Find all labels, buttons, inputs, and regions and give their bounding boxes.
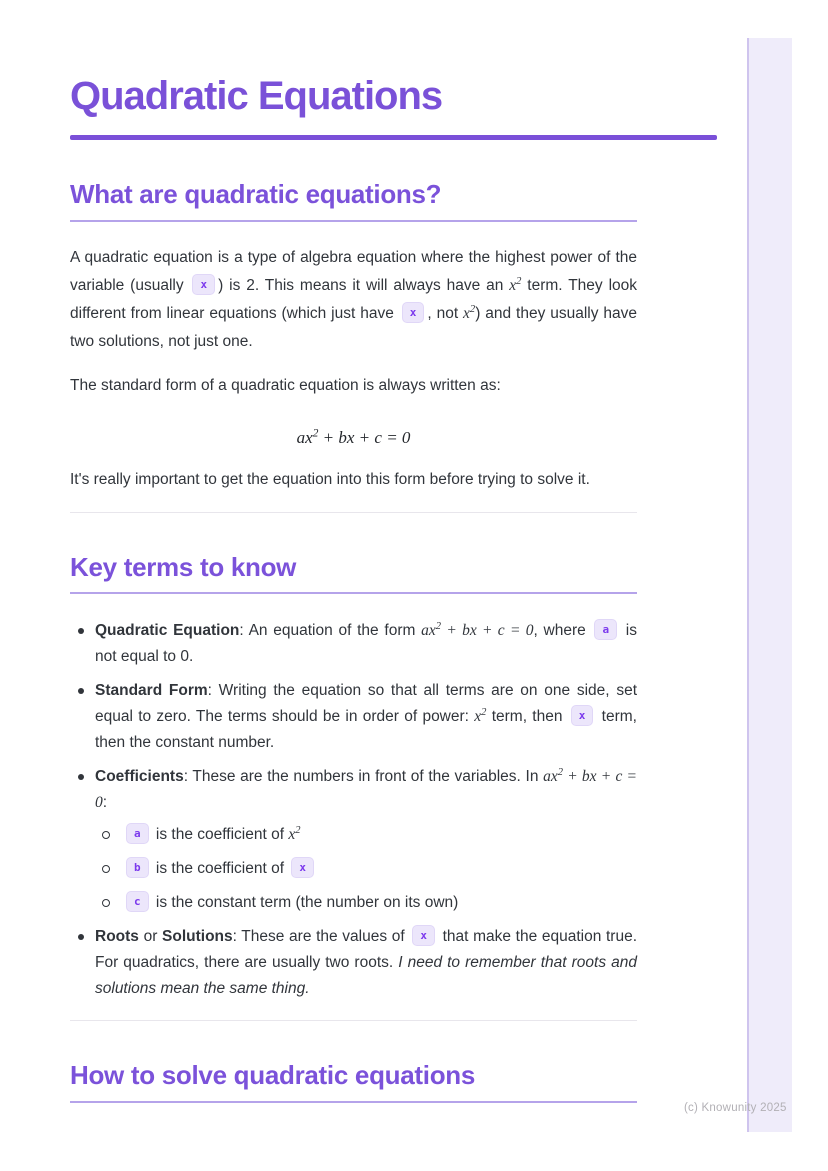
text-segment: It's really important to get the equation into this form before trying to solve it.: [70, 470, 590, 488]
sublist-item-text: [123, 894, 458, 911]
hollow-bullet-icon: [102, 865, 110, 873]
text-segment: term, then: [486, 708, 568, 725]
inline-code-badge: b: [126, 857, 149, 878]
text-segment: : These are the numbers in front of the variables. In: [183, 768, 544, 785]
text-segment: The standard form of a quadratic equation is always written as:: [70, 376, 501, 394]
text-segment: Standard Form: [95, 682, 208, 699]
text-segment: $ax^2$ + bx + c = 0: [95, 766, 638, 811]
text-segment: : These are the values of: [232, 928, 410, 945]
inline-code-badge: a: [126, 823, 149, 844]
text-segment: is not equal to 0.: [95, 622, 638, 665]
right-margin-strip: [747, 38, 792, 1132]
inline-code-badge: a: [594, 619, 617, 640]
bullet-icon: [78, 628, 84, 634]
document-content: [70, 73, 637, 1103]
bullet-icon: [78, 934, 84, 940]
text-segment: that make the equation true. For quadratics, there are usually two roots.: [95, 928, 638, 971]
list-item-text: [95, 768, 637, 811]
watermark: (c) Knowunity 2025: [684, 1102, 787, 1114]
inline-code-badge: x: [402, 302, 425, 323]
text-segment: term, then the constant number.: [95, 708, 637, 751]
text-segment: , not: [427, 304, 464, 322]
sublist-item-text: [123, 860, 317, 877]
section-heading-what-are: What are quadratic equations?: [70, 178, 637, 222]
text-segment: :: [102, 794, 108, 811]
inline-code-badge: x: [291, 857, 314, 878]
intro-paragraph-3: [70, 466, 637, 494]
text-segment: Solutions: [162, 928, 233, 945]
text-segment: or: [138, 928, 163, 945]
page-title: Quadratic Equations: [70, 74, 443, 118]
section-divider: [70, 512, 637, 513]
intro-paragraph-1: [70, 244, 637, 356]
sublist-item-text: [123, 826, 301, 843]
bullet-icon: [78, 774, 84, 780]
text-segment: $ax^2$ + bx + c = 0: [296, 425, 411, 447]
text-segment: $ax^2$ + bx + c = 0: [421, 620, 534, 639]
text-segment: is the coefficient of: [151, 826, 289, 843]
list-item-text: [95, 622, 637, 665]
list-item-quadratic-equation: [70, 618, 637, 670]
text-segment: ) is 2. This means it will always have an: [218, 276, 510, 294]
sublist-item-a: [95, 822, 637, 848]
section-heading-key-terms: Key terms to know: [70, 551, 637, 595]
section-how-to-solve: [70, 1059, 637, 1103]
text-segment: , where: [533, 622, 592, 639]
text-segment: Quadratic Equation: [95, 622, 240, 639]
list-item-text: [95, 928, 637, 997]
text-segment: Coefficients: [95, 768, 184, 785]
coefficients-sublist: [95, 822, 637, 916]
text-segment: : An equation of the form: [239, 622, 422, 639]
inline-code-badge: x: [192, 274, 215, 295]
list-item-roots: [70, 924, 637, 1002]
title-divider-rule: [70, 135, 717, 140]
section-key-terms: [70, 551, 637, 1003]
intro-paragraph-2: [70, 372, 637, 400]
text-segment: $x^2$: [463, 303, 476, 322]
hollow-bullet-icon: [102, 899, 110, 907]
list-item-coefficients: [70, 764, 637, 916]
text-segment: Roots: [95, 928, 139, 945]
list-item-text: [95, 682, 637, 751]
text-segment: A quadratic equation is a type of algebra equation where the highest power of the variable (usually: [70, 248, 637, 294]
text-segment: I need to remember that roots and solutions mean the same thing.: [95, 954, 637, 997]
text-segment: : Writing the equation so that all terms are on one side, set equal to zero. The terms should be in order of power:: [95, 682, 637, 725]
inline-code-badge: x: [412, 925, 435, 946]
hollow-bullet-icon: [102, 831, 110, 839]
list-item-standard-form: [70, 678, 637, 756]
section-heading-how-to-solve: How to solve quadratic equations: [70, 1059, 637, 1103]
text-segment: $x^2$: [288, 824, 301, 843]
standard-form-equation: [70, 425, 637, 448]
inline-code-badge: c: [126, 891, 149, 912]
key-terms-list: [70, 618, 637, 1002]
text-segment: is the constant term (the number on its own): [151, 894, 459, 911]
text-segment: is the coefficient of: [151, 860, 289, 877]
sublist-item-c: [95, 890, 637, 916]
text-segment: $x^2$: [509, 275, 522, 294]
inline-code-badge: x: [571, 705, 594, 726]
section-what-are-quadratic-equations: [70, 178, 637, 494]
bullet-icon: [78, 688, 84, 694]
section-divider: [70, 1020, 637, 1021]
text-segment: ) and they usually have two solutions, not just one.: [70, 304, 637, 350]
sublist-item-b: [95, 856, 637, 882]
text-segment: $x^2$: [474, 706, 487, 725]
text-segment: term. They look different from linear equations (which just have: [70, 276, 637, 322]
